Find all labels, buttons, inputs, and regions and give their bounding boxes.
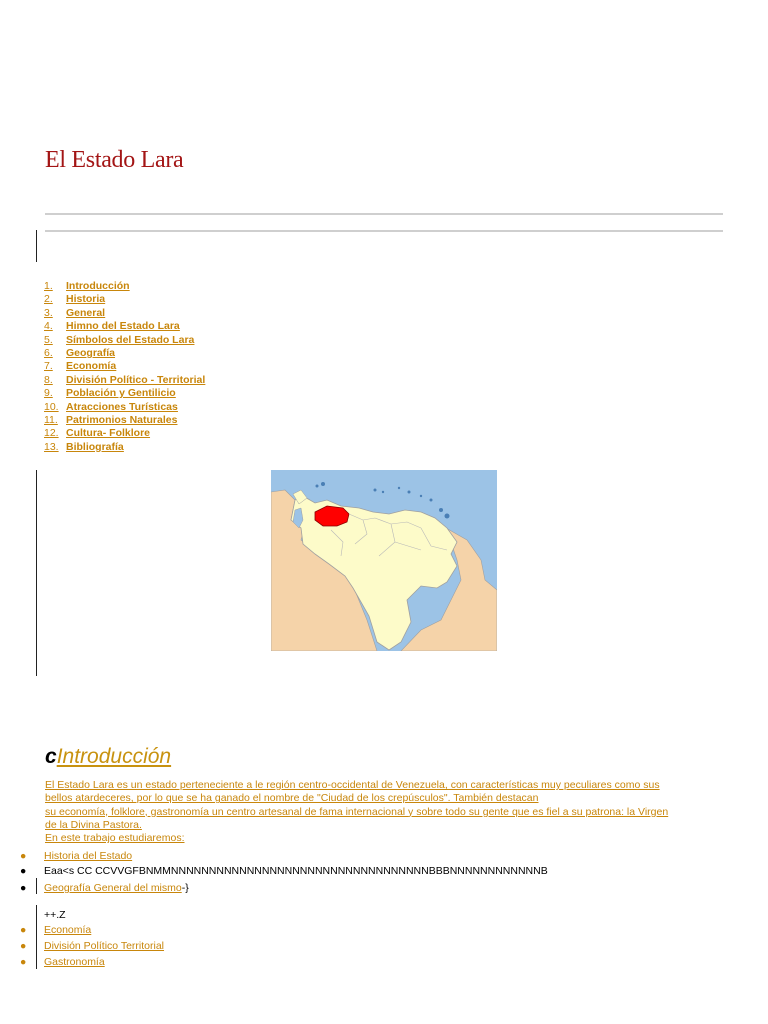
margin-bar (36, 905, 37, 969)
toc-label: Patrimonios Naturales (66, 413, 178, 426)
margin-bar (36, 878, 37, 894)
divider-bottom (45, 230, 723, 232)
toc-label: Símbolos del Estado Lara (66, 333, 195, 346)
toc-number: 2. (44, 293, 53, 306)
section-heading: cIntroducción (45, 745, 172, 768)
toc-item[interactable] (44, 320, 205, 333)
toc-item[interactable] (44, 334, 205, 347)
bullet-icon: ● (20, 865, 27, 877)
toc-number: 7. (44, 360, 53, 373)
toc-number: 13. (44, 440, 59, 453)
toc-link[interactable] (44, 401, 178, 413)
garbled-text: Eaa<s CC CCVVGFBNMMNNNNNNNNNNNNNNNNNNNNNNNNNNNNNNNNNNBBBNNNNNNNNNNNNB (44, 865, 548, 877)
toc-item[interactable] (44, 387, 205, 400)
toc-label: Historia (66, 293, 106, 306)
bullet-icon: ● (20, 956, 27, 968)
toc-link[interactable] (44, 387, 176, 399)
divider-top (45, 213, 723, 215)
toc-item[interactable] (44, 401, 205, 414)
toc-link[interactable] (44, 280, 130, 292)
toc-label: Economía (66, 360, 117, 373)
toc-item[interactable] (44, 280, 205, 293)
toc-item[interactable] (44, 360, 205, 373)
toc-item[interactable] (44, 427, 205, 440)
page-title: El Estado Lara (45, 147, 184, 173)
table-of-contents (44, 280, 205, 454)
intro-line: El Estado Lara es un estado perteneciente a le región centro-occidental de Venezuela, con características muy peculiares como sus (45, 779, 660, 791)
toc-link[interactable] (44, 441, 124, 453)
toc-label: Población y Gentilicio (66, 387, 176, 400)
intro-line: En este trabajo estudiaremos: (45, 832, 185, 845)
toc-label: Atracciones Turísticas (66, 400, 178, 413)
geografia-link[interactable]: Geografía General del mismo (44, 882, 182, 894)
toc-label: Geografía (66, 346, 116, 359)
venezuela-map (271, 470, 497, 651)
toc-item[interactable] (44, 293, 205, 306)
toc-link[interactable] (44, 307, 105, 319)
toc-number: 9. (44, 387, 53, 400)
intro-line: de la Divina Pastora. (45, 818, 142, 831)
toc-link[interactable] (44, 334, 194, 346)
toc-label: División Político - Territorial (66, 373, 206, 386)
stray-text: ++.Z (44, 909, 66, 921)
toc-label: Bibliografía (66, 440, 124, 453)
toc-link[interactable] (44, 427, 150, 439)
toc-number: 5. (44, 333, 53, 346)
toc-number: 3. (44, 306, 53, 319)
toc-link[interactable] (44, 347, 115, 359)
toc-number: 1. (44, 280, 53, 292)
toc-link[interactable] (44, 360, 116, 372)
toc-link[interactable] (44, 414, 177, 426)
toc-link[interactable] (44, 320, 180, 332)
toc-item[interactable] (44, 441, 205, 454)
toc-item[interactable] (44, 414, 205, 427)
toc-number: 10. (44, 400, 59, 413)
intro-line: bellos atardeceres, por lo que se ha ganado el nombre de "Ciudad de los crepúsculos". También destacan (45, 792, 539, 805)
margin-bar (36, 470, 37, 676)
division-link[interactable]: División Político Territorial (44, 940, 165, 952)
toc-link[interactable] (44, 293, 105, 305)
toc-item[interactable] (44, 374, 205, 387)
bullet-icon: ● (20, 940, 27, 952)
economia-link[interactable]: Economía (44, 924, 92, 936)
toc-label: Himno del Estado Lara (66, 320, 180, 333)
bullet-icon: ● (20, 850, 27, 862)
toc-item[interactable] (44, 307, 205, 320)
toc-number: 4. (44, 320, 53, 333)
toc-link[interactable] (44, 374, 205, 386)
introduccion-link[interactable]: Introducción (56, 745, 172, 768)
toc-label: Introducción (66, 280, 130, 292)
toc-item[interactable] (44, 347, 205, 360)
toc-number: 12. (44, 427, 59, 440)
intro-paragraph (45, 779, 735, 845)
bullet-icon: ● (20, 882, 27, 894)
geografia-suffix: -} (181, 882, 189, 894)
margin-bar (36, 230, 37, 262)
toc-label: Cultura- Folklore (66, 427, 151, 440)
toc-number: 8. (44, 373, 53, 386)
toc-number: 11. (44, 413, 58, 426)
historia-link[interactable]: Historia del Estado (44, 850, 133, 862)
intro-line: su economía, folklore, gastronomía un centro artesanal de fama internacional y sobre todo su gente que es fiel a su patrona: la Virgen (45, 805, 669, 818)
toc-label: General (66, 306, 106, 319)
gastronomia-link[interactable]: Gastronomía (44, 956, 105, 968)
bullet-icon: ● (20, 924, 27, 936)
toc-number: 6. (44, 346, 53, 359)
